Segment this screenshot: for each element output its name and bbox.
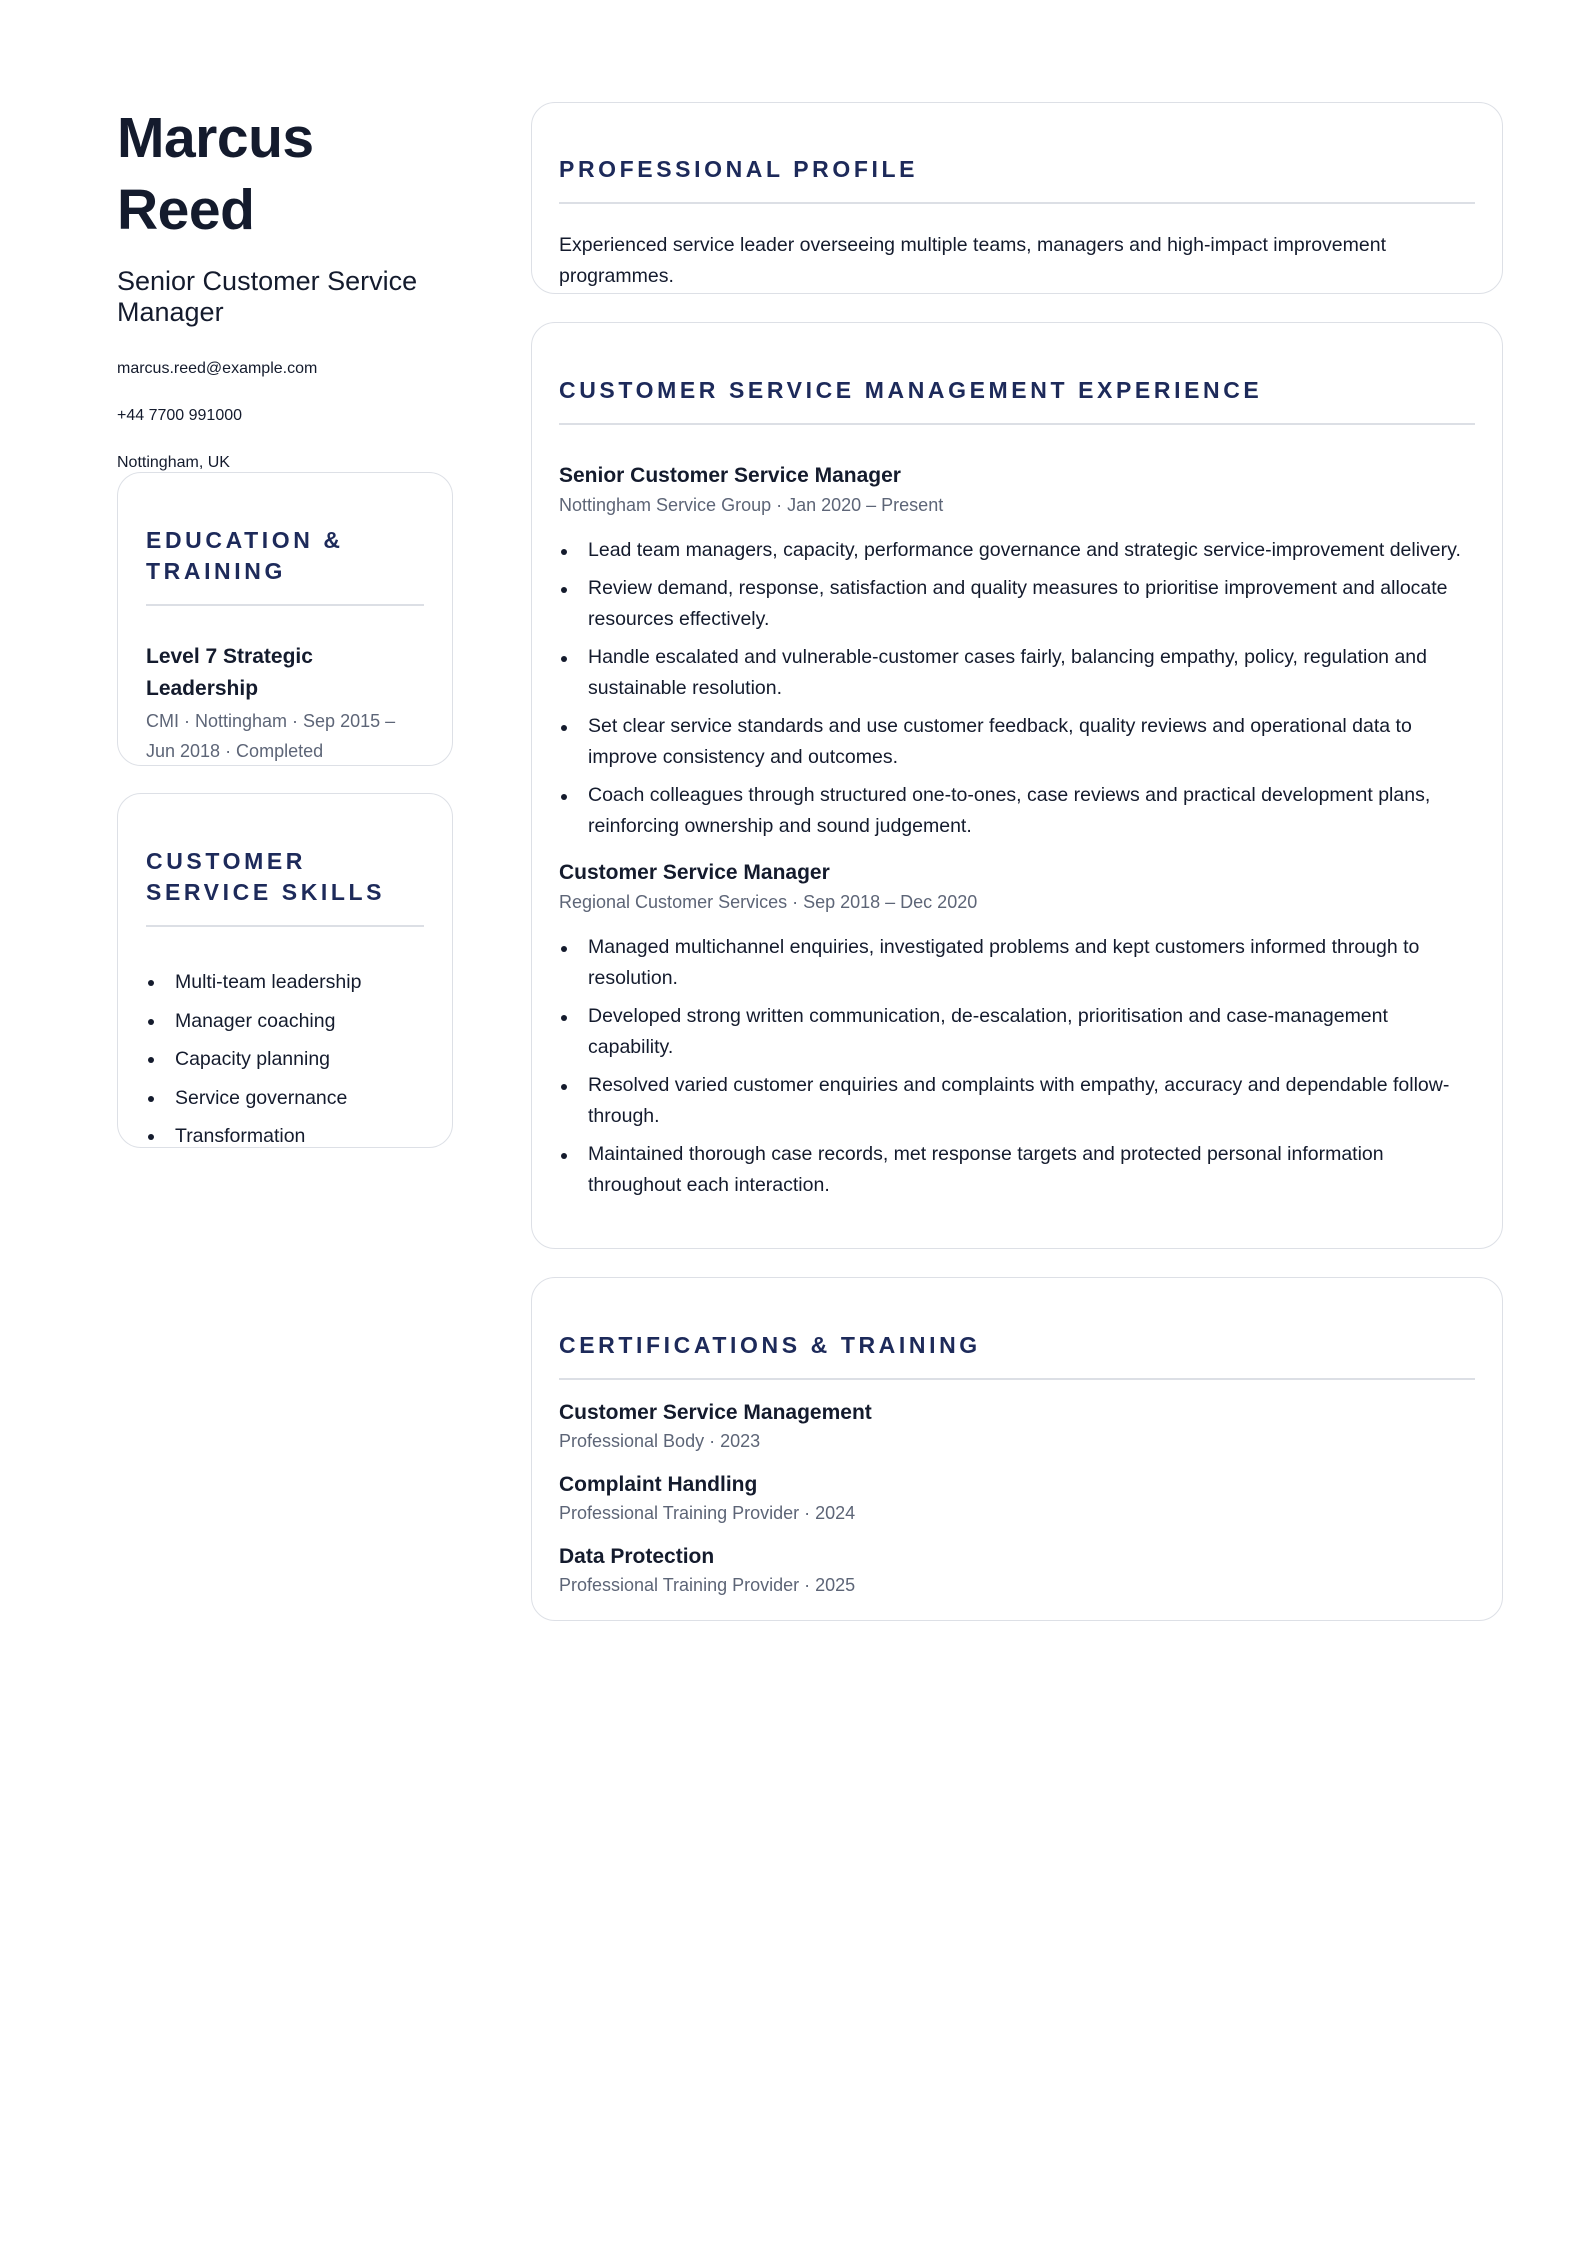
experience-heading: CUSTOMER SERVICE MANAGEMENT EXPERIENCE [559,377,1263,403]
section-divider [559,202,1475,204]
cert-name: Complaint Handling [559,1473,758,1496]
job-meta: Regional Customer Services · Sep 2018 – Dec 2020 [559,892,978,912]
job-bullet: Handle escalated and vulnerable-customer cases fairly, balancing empathy, policy, regulation and sustainable resolution. [559,642,1475,704]
job-meta: Nottingham Service Group · Jan 2020 – Present [559,495,944,515]
phone-text: +44 7700 991000 [117,407,243,424]
job-bullet: Lead team managers, capacity, performance governance and strategic service-improvement delivery. [559,535,1475,566]
job-bullet: Developed strong written communication, de-escalation, prioritisation and case-management capability. [559,1001,1475,1063]
location-text: Nottingham, UK [117,454,230,471]
education-item-meta: CMI · Nottingham · Sep 2015 – Jun 2018 · Completed [146,711,396,761]
cert-name: Data Protection [559,1545,715,1568]
skill-item: Capacity planning [146,1040,424,1079]
skill-item: Transformation [146,1117,424,1148]
cert-meta: Professional Training Provider · 2024 [559,1503,856,1523]
cert-meta: Professional Training Provider · 2025 [559,1575,856,1595]
section-divider [146,604,424,606]
job-bullet: Managed multichannel enquiries, investigated problems and kept customers informed through to resolution. [559,932,1475,994]
skill-item: Manager coaching [146,1002,424,1041]
experience-card [531,322,1503,1249]
cert-meta: Professional Body · 2023 [559,1431,761,1451]
profile-card [531,102,1503,294]
cert-item [559,1542,1475,1598]
education-card [117,472,453,766]
email-text: marcus.reed@example.com [117,360,318,377]
skills-heading: CUSTOMER SERVICE SKILLS [146,848,386,905]
job-bullet: Coach colleagues through structured one-to-ones, case reviews and practical development plans, reinforcing ownership and sound judgement. [559,780,1475,842]
profile-summary: Experienced service leader overseeing multiple teams, managers and high-impact improvement programmes. [559,234,1386,287]
job-bullets [559,535,1475,842]
candidate-name: Marcus Reed [117,106,314,242]
skill-item: Service governance [146,1079,424,1118]
skills-card [117,793,453,1148]
job-bullet: Resolved varied customer enquiries and complaints with empathy, accuracy and dependable follow-through. [559,1070,1475,1132]
job-bullets [559,932,1475,1201]
education-heading: EDUCATION & TRAINING [146,527,344,584]
education-item-title: Level 7 Strategic Leadership [146,645,313,700]
job-bullet: Maintained thorough case records, met response targets and protected personal information throughout each interaction. [559,1139,1475,1201]
certifications-heading: CERTIFICATIONS & TRAINING [559,1332,981,1358]
job-title: Senior Customer Service Manager [559,464,901,487]
certifications-card [531,1277,1503,1621]
section-divider [559,423,1475,425]
job-bullet: Set clear service standards and use customer feedback, quality reviews and operational data to improve consistency and outcomes. [559,711,1475,773]
skill-item: Multi-team leadership [146,963,424,1002]
skills-list [146,963,424,1148]
job-bullet: Review demand, response, satisfaction and quality measures to prioritise improvement and allocate resources effectively. [559,573,1475,635]
contact-column [117,102,453,473]
candidate-role: Senior Customer Service Manager [117,266,418,327]
section-divider [559,1378,1475,1380]
cert-item [559,1470,1475,1526]
job-title: Customer Service Manager [559,861,830,884]
cert-item [559,1398,1475,1454]
section-divider [146,925,424,927]
profile-heading: PROFESSIONAL PROFILE [559,156,919,182]
cert-name: Customer Service Management [559,1401,872,1424]
